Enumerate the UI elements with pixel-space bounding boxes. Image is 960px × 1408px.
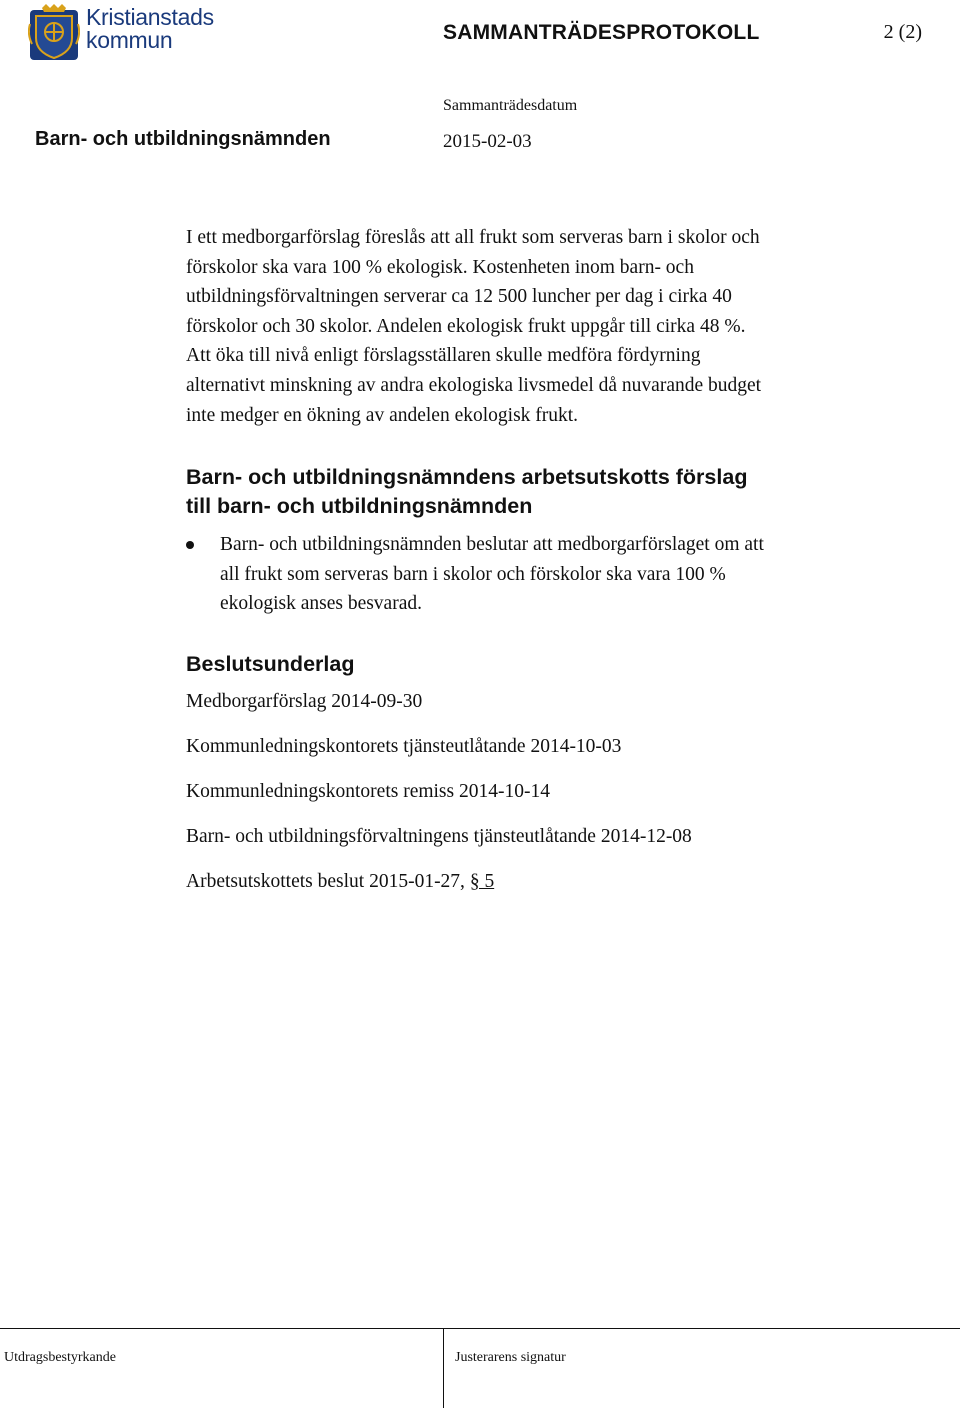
intro-line: utbildningsförvaltningen serverar ca 12 500 luncher per dag i cirka 40	[186, 286, 732, 308]
basis-item: Kommunledningskontorets tjänsteutlåtande 2014-10-03	[186, 736, 622, 757]
proposal-heading-line: Barn- och utbildningsnämndens arbetsutskotts förslag	[186, 465, 748, 489]
footer-column-divider	[443, 1328, 444, 1408]
basis-item: Medborgarförslag 2014-09-30	[186, 691, 423, 712]
logo-line-1: Kristianstads	[86, 4, 214, 30]
proposal-heading	[186, 463, 747, 520]
proposal-line: ekologisk anses besvarad.	[220, 593, 422, 615]
page-number: 2 (2)	[883, 21, 922, 43]
footer-divider-line	[0, 1328, 960, 1329]
paragraph-reference: § 5	[469, 871, 495, 892]
bullet-icon	[186, 541, 194, 549]
meeting-date-label: Sammanträdesdatum	[443, 97, 578, 114]
intro-line: förskolor ska vara 100 % ekologisk. Kostenheten inom barn- och	[186, 256, 694, 278]
committee-name: Barn- och utbildningsnämnden	[35, 128, 331, 150]
extract-certification-label: Utdragsbestyrkande	[4, 1350, 116, 1365]
intro-line: förskolor och 30 skolor. Andelen ekologisk frukt uppgår till cirka 48 %.	[186, 315, 746, 337]
proposal-line: Barn- och utbildningsnämnden beslutar att medborgarförslaget om att	[220, 534, 764, 555]
coat-of-arms-icon	[28, 4, 80, 62]
basis-item: Barn- och utbildningsförvaltningens tjänsteutlåtande 2014-12-08	[186, 826, 692, 847]
proposal-text	[220, 530, 866, 619]
intro-line: alternativt minskning av andra ekologiska livsmedel då nuvarande budget	[186, 374, 762, 396]
document-title: SAMMANTRÄDESPROTOKOLL	[443, 21, 760, 44]
meeting-date: 2015-02-03	[443, 131, 532, 152]
basis-item: Kommunledningskontorets remiss 2014-10-14	[186, 781, 550, 802]
proposal-line: all frukt som serveras barn i skolor och förskolor ska vara 100 %	[220, 563, 726, 585]
intro-paragraph	[186, 223, 876, 430]
adjuster-signature-label: Justerarens signatur	[455, 1350, 566, 1365]
intro-line: I ett medborgarförslag föreslås att all frukt som serveras barn i skolor och	[186, 227, 760, 248]
basis-heading: Beslutsunderlag	[186, 652, 355, 676]
basis-item-last	[186, 870, 494, 894]
proposal-bullet	[186, 530, 866, 619]
intro-line: Att öka till nivå enligt förslagsställaren skulle medföra fördyrning	[186, 345, 701, 367]
logo-line-2: kommun	[86, 27, 173, 53]
basis-item-text: Arbetsutskottets beslut 2015-01-27,	[186, 871, 465, 892]
proposal-heading-line: till barn- och utbildningsnämnden	[186, 493, 533, 518]
intro-line: inte medger en ökning av andelen ekologisk frukt.	[186, 404, 579, 426]
logo-wordmark	[86, 6, 214, 52]
